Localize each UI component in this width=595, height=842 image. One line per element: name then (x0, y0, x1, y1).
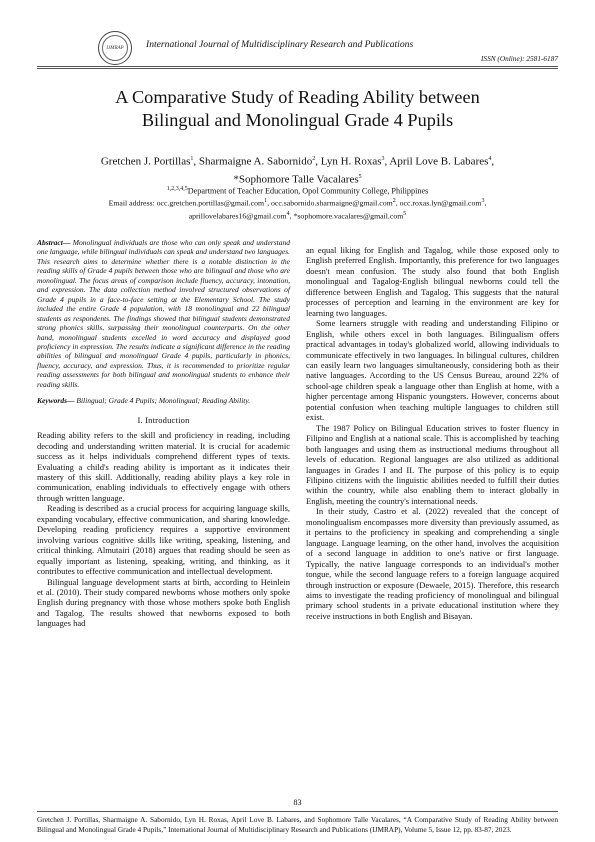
keywords (37, 396, 290, 405)
journal-logo (98, 31, 132, 65)
paragraph: Reading is described as a crucial process for acquiring language skills, expanding vocabulary, effective communication, and sharing knowledge. Developing reading proficiency requires a supportive environment involving various cognitive skills like writing, speaking, listening, and critical thinking. Almutairi (2018) argues that reading should be seen as equally important as listening, speaking, writing, and thinking, as it contributes to effective communication and intellectual development. (37, 503, 290, 577)
author-2: , Sharmaigne A. Sabornido (193, 155, 313, 168)
abstract-label: Abstract— (37, 238, 71, 247)
citation: Gretchen J. Portillas, Sharmaigne A. Sabornido, Lyn H. Roxas, April Love B. Labares, and Sophomore Talle Vacalares, “A Comparative Study of Reading Ability between Bilingual and Monolingual Grade 4 Pupils,” International Journal of Multidisciplinary Research and Publications (IJMRAP), Volume 5, Issue 12, pp. 83-87, 2023. (37, 815, 558, 834)
left-column (37, 238, 290, 629)
abstract-text: Monolingual individuals are those who can only speak and understand one language, while bilingual individuals can speak and understand two languages. This research aims to determine whether there is a notable distinction in the reading skills of Grade 4 pupils between those who are bilingual and those who are monolingual. The focus areas of comparison include fluency, accuracy, intonation, and expression. The data collection method involved structured observations of Grade 4 pupils in a face-to-face setting at the Elementary School. The study included the entire Grade 4 population, with 18 monolingual and 22 bilingual students as respondents. The findings showed that bilingual students demonstrated strong phonics skills, surpassing their monolingual counterparts. On the other hand, monolingual students excelled in word accuracy and displayed good proficiency in expression. The results indicate a significant difference in the reading abilities of bilingual and monolingual Grade 4 pupils, particularly in phonics, fluency, accuracy, and expression. Thus, it is recommended to prioritize regular reading assessments for both bilingual and monolingual students to enhance their reading skills. (37, 238, 290, 389)
author-1: Gretchen J. Portillas (100, 155, 191, 168)
header-rule (37, 66, 558, 67)
section-heading-introduction: I. Introduction (137, 414, 190, 425)
footer-rule (37, 811, 558, 812)
header-rule-2 (37, 68, 558, 69)
author-list: Gretchen J. Portillas$^1$, Sharmaigne A. Sabornido$^2$, Lyn H. Roxas$^3$, April Love B. Labares$^4$, *Sophomore Talle Vacalares$^5$ (100, 155, 495, 186)
paragraph: Some learners struggle with reading and understanding Filipino or English, while others excel in both languages. Bilingualism offers practical advantages in today's globalized world, allowing individuals to communicate effectively in two languages. In bilingual cultures, children can easily learn two languages simultaneously, considering both as their native languages. According to the US Census Bureau, around 22% of school-age children speak a language other than English at home, with a higher percentage among Hispanic youngsters. However, concerns about potential confusion when teaching multiple languages to children still exist. (306, 318, 559, 423)
right-column (306, 245, 559, 621)
abstract (37, 238, 290, 389)
paragraph: The 1987 Policy on Bilingual Education strives to foster fluency in Filipino and English at a national scale. This is accomplished by teaching both languages and using them as instructional mediums throughout all levels of education. Regional languages are also utilized as additional languages in Grades I and II. The purpose of this policy is to equip Filipino citizens with the linguistic abilities needed to fulfill their duties within the country, while also enabling them to interact globally in English, meeting the country's international needs. (306, 422, 559, 506)
keywords-label: Keywords— (37, 396, 75, 406)
paper-title (30, 86, 565, 132)
issn: ISSN (Online): 2581-6187 (480, 54, 558, 63)
paragraph: In their study, Castro et al. (2022) revealed that the concept of monolingualism encompasses more diversity than previously assumed, as it pertains to the proficiency in speaking and comprehending a single language. Language learning, on the other hand, involves the acquisition of a second language in addition to one's native or first language. Typically, the native language corresponds to an individual's mother tongue, while the second language refers to a foreign language acquired through instruction or exposure (Dewaele, 2015). Therefore, this research aims to investigate the reading proficiency of monolingual and bilingual primary school students in a private educational institution where they receive instructions in both English and Bisayan. (306, 506, 559, 621)
paragraph: Bilingual language development starts at birth, according to Heinlein et al. (2010). Their study compared newborns whose mothers only spoke English during pregnancy with those whose mothers spoke both English and Tagalog. The results showed that newborns exposed to both languages had (37, 576, 290, 629)
paragraph: Reading ability refers to the skill and proficiency in reading, including decoding and understanding written material. It is crucial for academic success as it helps individuals comprehend different types of texts. Evaluating a child's reading ability is important as it indicates their mastery of this skill. Additionally, reading ability plays a key role in communication, enabling individuals to effectively engage with others through written language. (37, 430, 290, 503)
affiliation: $^{1,2,3,4,5}$Department of Teacher Education, Opol Community College, Philippines (166, 186, 429, 196)
page-header (0, 0, 595, 70)
journal-name: International Journal of Multidisciplinary Research and Publications (146, 39, 414, 50)
title-line-1: A Comparative Study of Reading Ability between (115, 87, 480, 107)
author-5: *Sophomore Talle Vacalares (233, 173, 359, 186)
paragraph: an equal liking for English and Tagalog, while those exposed only to English preferred English. Importantly, this preference for two languages doesn't mean confusion. The study also found that both English monolingual and Tagalog-English bilingual newborns could tell the difference between English and Tagalog. This suggests that the natural processes of perception and learning in the environment are key for learning two languages. (306, 245, 559, 318)
page-number: 83 (293, 798, 302, 807)
journal-logo-text: IJMRAP (106, 45, 124, 51)
author-3: , Lyn H. Roxas (315, 155, 382, 168)
title-line-2: Bilingual and Monolingual Grade 4 Pupils (141, 110, 454, 130)
author-4: , April Love B. Labares (384, 155, 489, 168)
keywords-text: Bilingual; Grade 4 Pupils; Monolingual; Reading Ability. (74, 396, 251, 406)
email-addresses: Email address: occ.gretchen.portillas@gmail.com$^1$, occ.sabornido.sharmaigne@gmail.com$^2$, occ.roxas.lyn@gmail.com$^3$, aprillovelabares16@gmail.com$^4$, *sophomore.vacalares@gmail.com$^5$ (108, 198, 487, 221)
